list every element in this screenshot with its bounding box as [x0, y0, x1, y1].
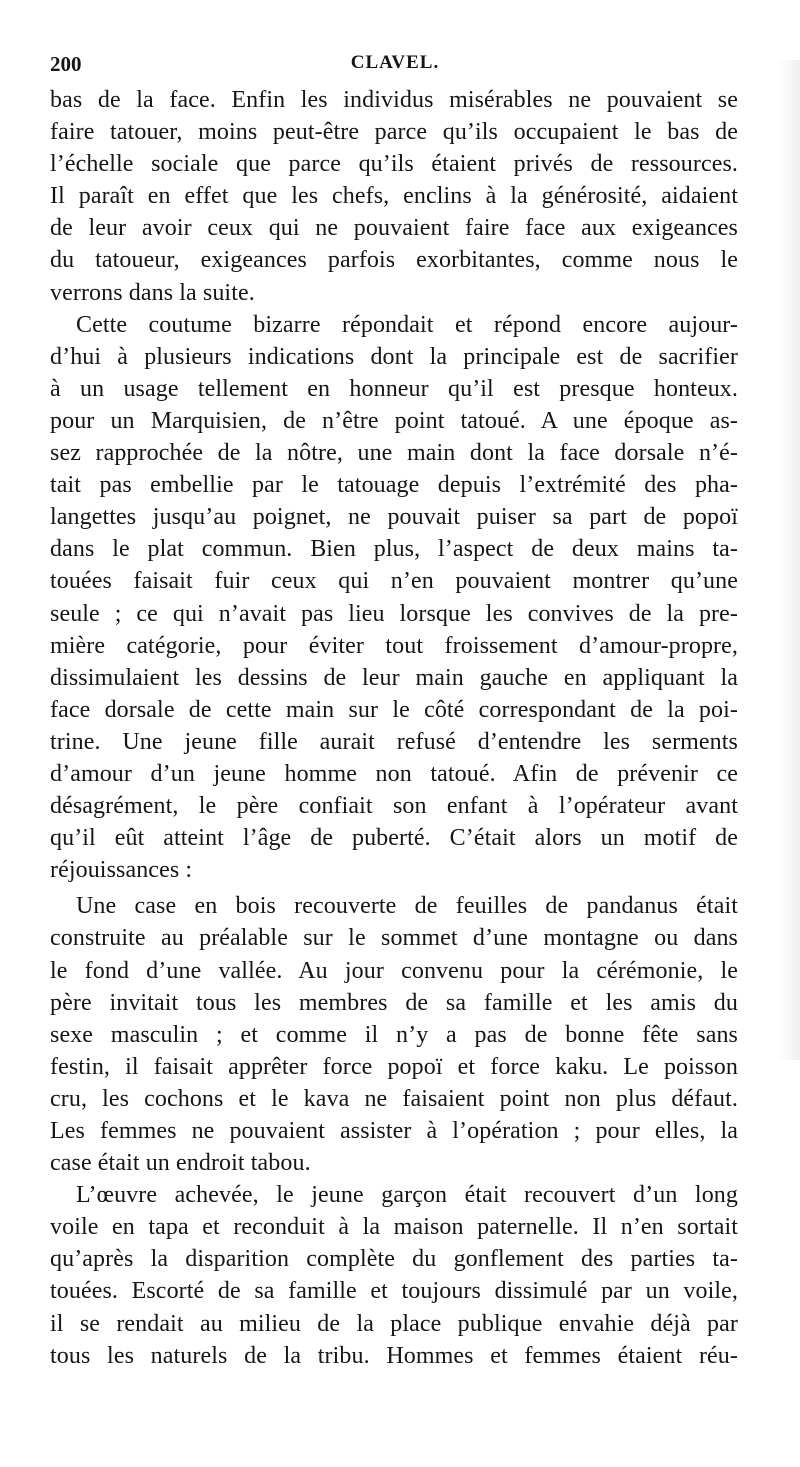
text-line: construite au préalable sur le sommet d’une montagne ou dans	[50, 925, 738, 952]
paragraph-1	[50, 84, 738, 309]
text-line: sexe masculin ; et comme il n’y a pas de bonne fête sans	[50, 1021, 738, 1048]
text-line: verrons dans la suite.	[50, 279, 255, 306]
text-line: l’échelle sociale que parce qu’ils étaient privés de ressources.	[50, 151, 738, 178]
text-line: tous les naturels de la tribu. Hommes et femmes étaient réu-	[50, 1342, 738, 1369]
text-line: Une case en bois recouverte de feuilles de pandanus était	[76, 893, 738, 920]
text-line: seule ; ce qui n’avait pas lieu lorsque les convives de la pre-	[50, 600, 738, 627]
text-line: touées faisait fuir ceux qui n’en pouvaient montrer qu’une	[50, 568, 738, 595]
text-line: tait pas embellie par le tatouage depuis l’extrémité des pha-	[50, 472, 738, 499]
text-line: dans le plat commun. Bien plus, l’aspect de deux mains ta-	[50, 536, 738, 563]
text-line: père invitait tous les membres de sa famille et les amis du	[50, 989, 738, 1016]
text-line: face dorsale de cette main sur le côté correspondant de la poi-	[50, 696, 738, 723]
running-head	[50, 52, 740, 82]
text-line: Cette coutume bizarre répondait et répond encore aujour-	[76, 311, 738, 338]
text-line: sez rapprochée de la nôtre, une main dont la face dorsale n’é-	[50, 440, 738, 467]
text-line: il se rendait au milieu de la place publique envahie déjà par	[50, 1310, 738, 1337]
paragraph-2	[50, 309, 738, 887]
text-line: case était un endroit tabou.	[50, 1150, 311, 1177]
page-edge-shadow	[778, 60, 800, 1060]
text-line: de leur avoir ceux qui ne pouvaient faire face aux exigeances	[50, 215, 738, 242]
text-line: mière catégorie, pour éviter tout froissement d’amour-propre,	[50, 632, 738, 659]
paragraph-4	[50, 1179, 738, 1372]
text-line: Les femmes ne pouvaient assister à l’opération ; pour elles, la	[50, 1118, 738, 1144]
text-line: du tatoueur, exigeances parfois exorbitantes, comme nous le	[50, 247, 738, 274]
page-number: 200	[50, 52, 82, 76]
text-line: dissimulaient les dessins de leur main gauche en appliquant la	[50, 664, 738, 691]
text-line: festin, il faisait apprêter force popoï et force kaku. Le poisson	[50, 1053, 738, 1080]
text-line: pour un Marquisien, de n’être point tatoué. A une époque as-	[50, 407, 738, 434]
text-line: L’œuvre achevée, le jeune garçon était recouvert d’un long	[76, 1182, 738, 1209]
text-line: cru, les cochons et le kava ne faisaient point non plus défaut.	[50, 1085, 738, 1112]
text-line: qu’après la disparition complète du gonflement des parties ta-	[50, 1246, 738, 1273]
text-line: touées. Escorté de sa famille et toujours dissimulé par un voile,	[50, 1278, 738, 1305]
text-line: langettes jusqu’au poignet, ne pouvait puiser sa part de popoï	[50, 504, 738, 531]
text-line: à un usage tellement en honneur qu’il est presque honteux.	[50, 375, 738, 402]
text-line: le fond d’une vallée. Au jour convenu pour la cérémonie, le	[50, 957, 738, 984]
text-line: trine. Une jeune fille aurait refusé d’entendre les serments	[50, 728, 738, 755]
text-line: bas de la face. Enfin les individus misérables ne pouvaient se	[50, 87, 738, 113]
text-line: d’hui à plusieurs indications dont la principale est de sacrifier	[50, 343, 738, 370]
running-head-title: CLAVEL.	[350, 52, 440, 73]
text-line: faire tatouer, moins peut-être parce qu’ils occupaient le bas de	[50, 119, 738, 146]
body-text	[50, 84, 738, 1372]
text-line: désagrément, le père confiait son enfant à l’opérateur avant	[50, 793, 738, 820]
text-line: voile en tapa et reconduit à la maison paternelle. Il n’en sortait	[50, 1214, 738, 1241]
text-line: qu’il eût atteint l’âge de puberté. C’était alors un motif de	[50, 825, 738, 852]
text-line: réjouissances :	[50, 857, 193, 884]
paragraph-3	[50, 890, 738, 1179]
text-line: Il paraît en effet que les chefs, enclins à la générosité, aidaient	[50, 183, 738, 210]
text-line: d’amour d’un jeune homme non tatoué. Afin de prévenir ce	[50, 760, 738, 787]
